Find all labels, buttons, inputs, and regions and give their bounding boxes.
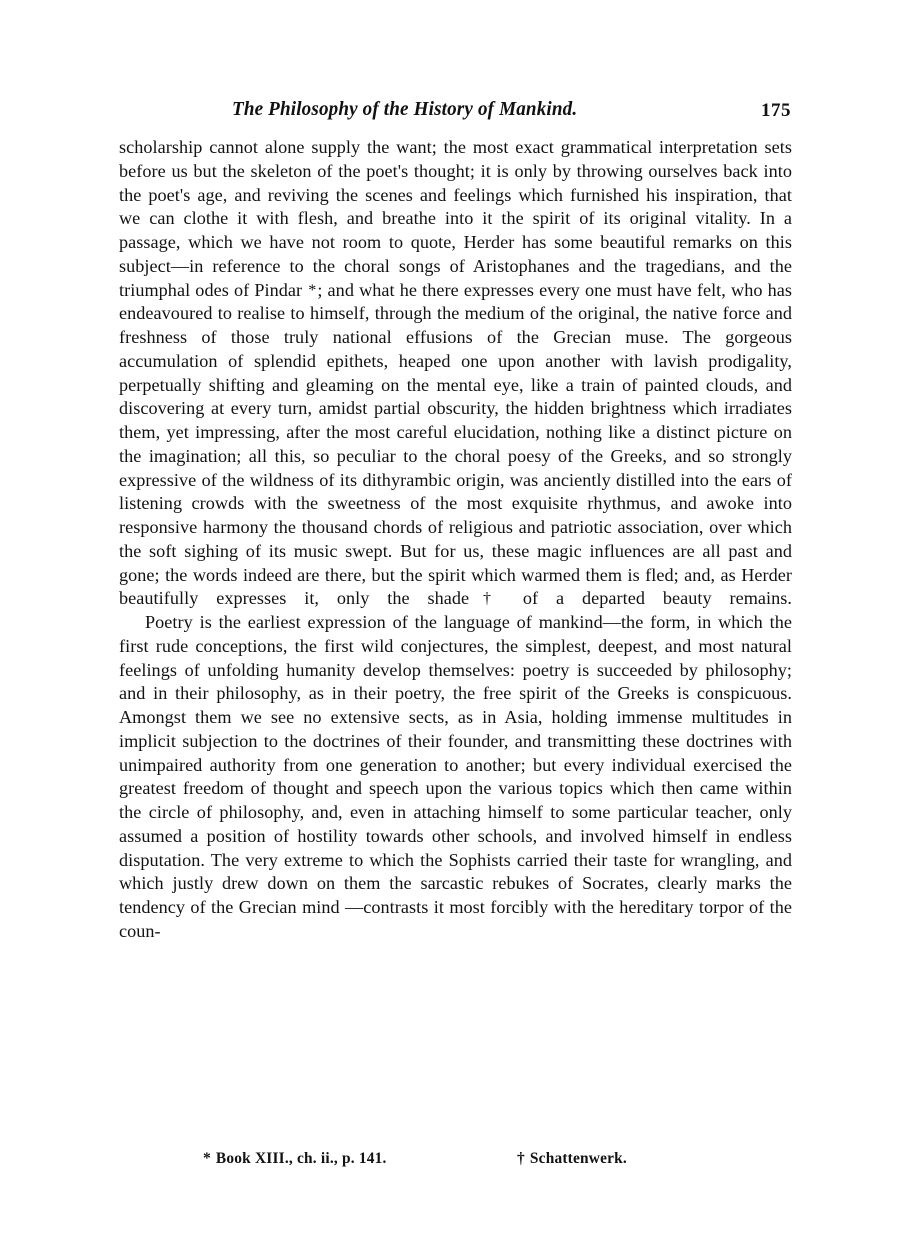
- footnote-asterisk-marker: *: [203, 1150, 211, 1167]
- body-paragraph-1: scholarship cannot alone supply the want; the most exact grammatical interpretation sets before us but the skeleton of the poet's thought; it is only by throwing ourselves back into the poet's age, and reviving the scenes and feelings which furnished his inspiration, that we can clothe it with flesh, and breathe into it the spirit of its original vitality. In a passage, which we have not room to quote, Herder has some beautiful remarks on this subject—in reference to the choral songs of Aristophanes and the tragedians, and the triumphal odes of Pindar *; and what he there expresses every one must have felt, who has endeavoured to realise to himself, through the medium of the original, the native force and freshness of those truly national effusions of the Grecian muse. The gorgeous accumulation of splendid epithets, heaped one upon another with lavish prodigality, perpetually shifting and gleaming on the mental eye, like a train of painted clouds, and discovering at every turn, amidst partial obscurity, the hidden brightness which irradiates them, yet impressing, after the most careful elucidation, nothing like a distinct picture on the imagination; all this, so peculiar to the choral poesy of the Greeks, and so strongly expressive of the wildness of its dithyrambic origin, was anciently distilled into the ears of listening crowds with the sweetness of the most exquisite rhythmus, and awoke into responsive harmony the thousand chords of religious and patriotic association, over which the soft sighing of its music swept. But for us, these magic influences are all past and gone; the words indeed are there, but the spirit which warmed them is fled; and, as Herder beautifully expresses it, only the shade† of a departed beauty remains.: [119, 137, 792, 609]
- footnote-area: [119, 1150, 792, 1176]
- footnote-asterisk-text: Book XIII., ch. ii., p. 141.: [215, 1150, 387, 1167]
- page-number: 175: [761, 100, 791, 121]
- footnote-asterisk: [203, 1150, 387, 1168]
- body-paragraph-2: Poetry is the earliest expression of the language of mankind—the form, in which the first rude conceptions, the first wild conjectures, the simplest, deepest, and most natural feelings of unfolding humanity develop themselves: poetry is succeeded by philosophy; and in their philosophy, as in their poetry, the free spirit of the Greeks is conspicuous. Amongst them we see no extensive sects, as in Asia, holding immense multitudes in implicit subjection to the doctrines of their founder, and transmitting these doctrines with unimpaired authority from one generation to another; but every individual exercised the greatest freedom of thought and speech upon the various topics which then came within the circle of philosophy, and, even in attaching himself to some particular teacher, only assumed a position of hostility towards other schools, and involved himself in endless disputation. The very extreme to which the Sophists carried their taste for wrangling, and which justly drew down on them the sarcastic rebukes of Socrates, clearly marks the tendency of the Grecian mind —contrasts it most forcibly with the hereditary torpor of the coun-: [119, 612, 792, 941]
- running-head-title: The Philosophy of the History of Mankind.: [232, 99, 578, 120]
- footnote-dagger: [517, 1150, 627, 1168]
- footnote-reference-marker: *: [308, 281, 317, 299]
- running-head: [119, 99, 791, 125]
- footnote-dagger-marker: †: [517, 1150, 525, 1167]
- footnote-dagger-text: Schattenwerk.: [529, 1150, 627, 1167]
- footnote-reference-marker: †: [470, 590, 504, 608]
- body-text-block: [119, 136, 792, 944]
